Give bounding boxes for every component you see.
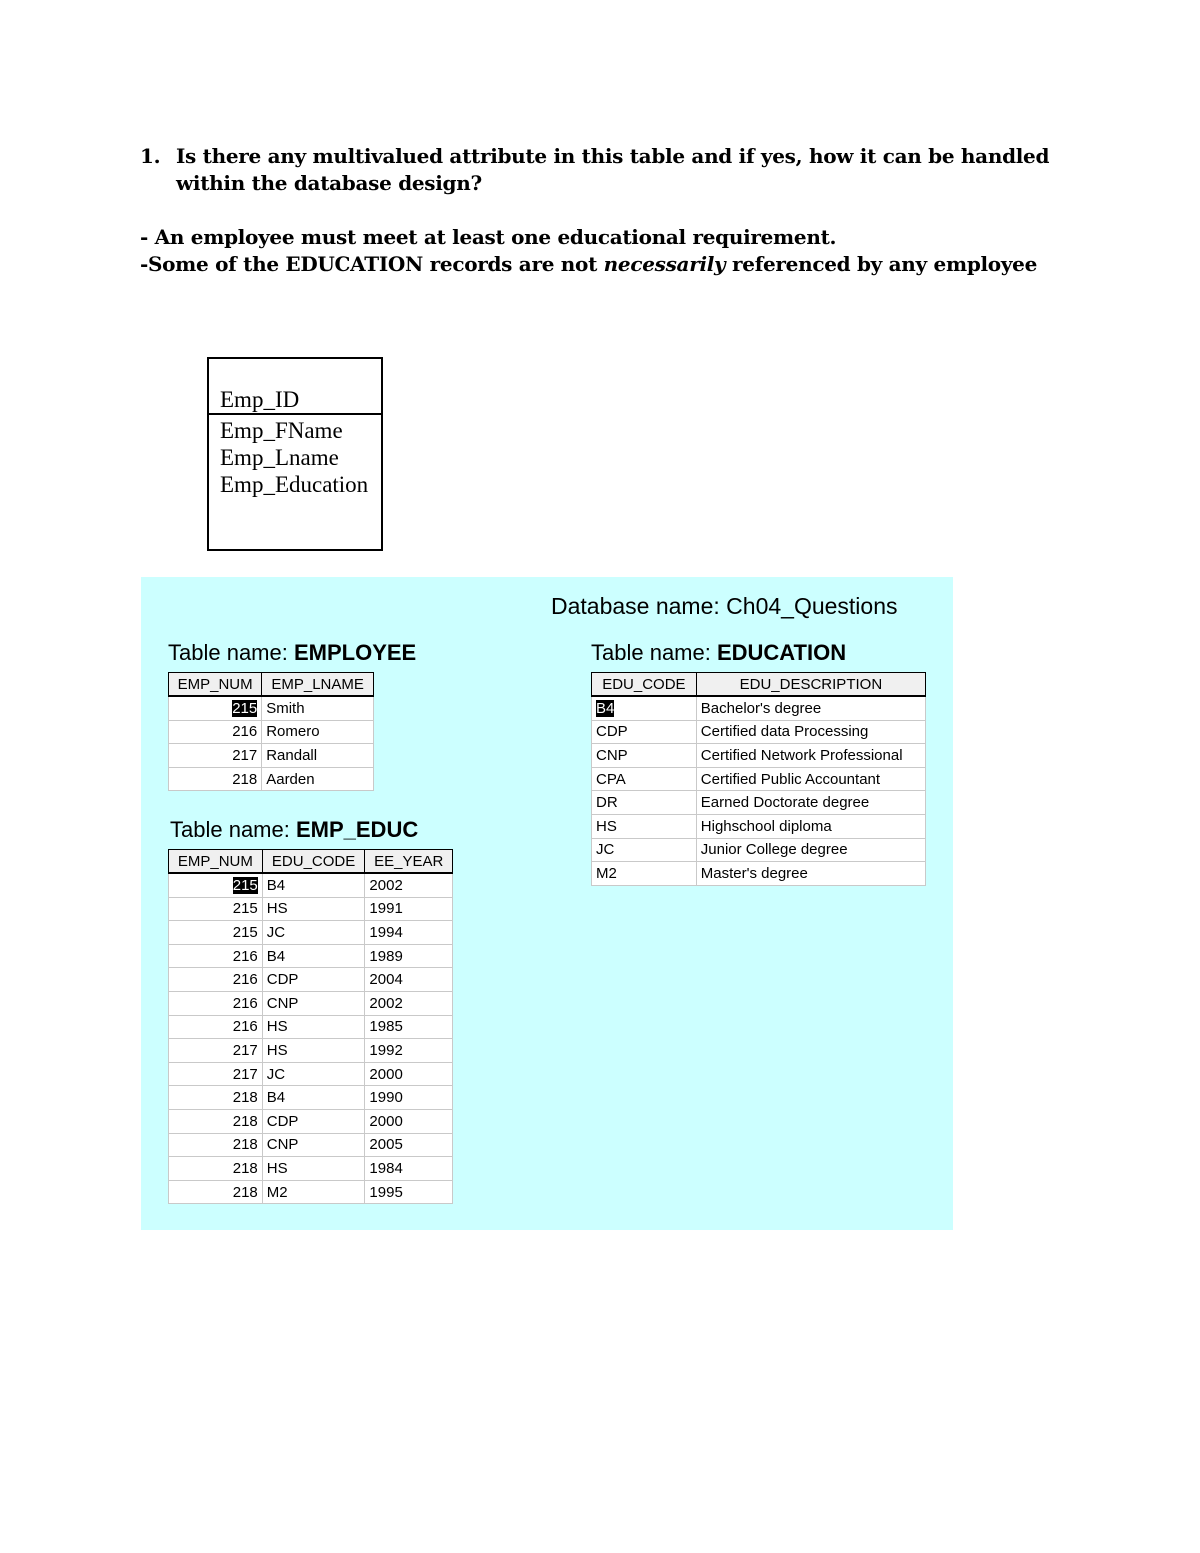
table-cell[interactable] <box>262 921 365 945</box>
table-row[interactable] <box>169 696 374 720</box>
table-cell[interactable] <box>365 921 453 945</box>
column-header[interactable]: EMP_NUM <box>169 850 263 874</box>
table-cell[interactable] <box>262 1133 365 1157</box>
table-cell[interactable] <box>262 1039 365 1063</box>
table-row[interactable] <box>169 1133 453 1157</box>
table-cell[interactable] <box>365 1109 453 1133</box>
cell-value: CDP <box>596 723 628 741</box>
employee-entity-box <box>207 357 383 551</box>
table-cell[interactable] <box>169 720 262 744</box>
table-cell[interactable] <box>169 897 263 921</box>
cell-value: 1995 <box>369 1183 403 1201</box>
cell-value: 218 <box>232 1136 258 1154</box>
employee-table-title <box>168 639 416 667</box>
cell-value: 1992 <box>369 1041 403 1059</box>
cell-value: CNP <box>266 994 299 1012</box>
note-2-emphasis: necessarily <box>603 252 726 276</box>
cell-value: HS <box>266 1018 288 1036</box>
table-cell[interactable] <box>262 1015 365 1039</box>
cell-value: 1990 <box>369 1089 403 1107</box>
requirement-note-1: - An employee must meet at least one educational requirement. <box>140 225 837 249</box>
question-number: 1. <box>140 144 161 168</box>
cell-value: Bachelor's degree <box>700 699 822 717</box>
table-cell[interactable] <box>169 991 263 1015</box>
requirement-note-2 <box>140 251 1037 278</box>
emp-educ-table-title <box>170 816 418 844</box>
table-cell[interactable] <box>262 897 365 921</box>
emp-educ-title-name: EMP_EDUC <box>295 817 419 842</box>
cell-value: 215 <box>232 900 258 918</box>
table-cell[interactable] <box>262 1086 365 1110</box>
cell-value: Randall <box>266 746 318 764</box>
table-row[interactable] <box>592 696 926 720</box>
cell-value: JC <box>266 1065 286 1083</box>
cell-value: 2000 <box>369 1065 403 1083</box>
cell-value: Certified data Processing <box>700 723 869 741</box>
cell-value: 1989 <box>369 947 403 965</box>
table-cell[interactable] <box>262 744 374 768</box>
entity-primary-key: Emp_ID <box>220 387 300 412</box>
table-row[interactable] <box>592 814 926 838</box>
table-cell[interactable] <box>169 944 263 968</box>
emp-educ-title-prefix: Table name: <box>170 817 296 842</box>
cell-value: CNP <box>596 746 628 764</box>
table-cell[interactable] <box>592 814 697 838</box>
cell-value: 1985 <box>369 1018 403 1036</box>
table-cell[interactable] <box>262 1157 365 1181</box>
column-header[interactable]: EDU_CODE <box>592 673 697 697</box>
cell-value: 215 <box>232 699 258 717</box>
table-cell[interactable] <box>696 720 925 744</box>
table-row[interactable] <box>169 1086 453 1110</box>
cell-value: 218 <box>232 1183 258 1201</box>
table-row[interactable] <box>169 1180 453 1204</box>
table-row[interactable] <box>169 873 453 897</box>
table-cell[interactable] <box>262 968 365 992</box>
cell-value: B4 <box>596 699 615 717</box>
table-cell[interactable] <box>169 1086 263 1110</box>
table-row[interactable] <box>169 720 374 744</box>
cell-value: Romero <box>266 723 320 741</box>
table-header-row <box>592 673 926 697</box>
table-cell[interactable] <box>365 1062 453 1086</box>
entity-attribute-list <box>220 417 370 498</box>
note-2-start: -Some of the EDUCATION records are not <box>140 252 604 276</box>
table-cell[interactable] <box>365 991 453 1015</box>
cell-value: M2 <box>266 1183 288 1201</box>
cell-value: 2002 <box>369 876 403 894</box>
cell-value: B4 <box>266 1089 286 1107</box>
cell-value: 2000 <box>369 1112 403 1130</box>
table-cell[interactable] <box>592 767 697 791</box>
table-cell[interactable] <box>262 944 365 968</box>
cell-value: 217 <box>232 1041 258 1059</box>
cell-value: 218 <box>232 770 258 788</box>
employee-table <box>168 672 374 791</box>
cell-value: 217 <box>232 746 258 764</box>
cell-value: 1991 <box>369 900 403 918</box>
entity-primary-key-section <box>209 359 381 415</box>
cell-value: Junior College degree <box>700 841 848 859</box>
column-header[interactable]: EDU_DESCRIPTION <box>696 673 925 697</box>
cell-value: 218 <box>232 1089 258 1107</box>
table-cell[interactable] <box>592 791 697 815</box>
cell-value: B4 <box>266 876 286 894</box>
cell-value: Earned Doctorate degree <box>700 794 870 812</box>
table-row[interactable] <box>169 1015 453 1039</box>
table-cell[interactable] <box>262 1109 365 1133</box>
cell-value: M2 <box>596 864 617 882</box>
table-row[interactable] <box>169 991 453 1015</box>
table-cell[interactable] <box>365 873 453 897</box>
cell-value: 218 <box>232 1159 258 1177</box>
cell-value: 215 <box>232 876 258 894</box>
table-cell[interactable] <box>592 720 697 744</box>
table-row[interactable] <box>592 838 926 862</box>
education-title-name: EDUCATION <box>716 640 847 665</box>
table-row[interactable] <box>169 1109 453 1133</box>
cell-value: Master's degree <box>700 864 808 882</box>
table-cell[interactable] <box>365 1133 453 1157</box>
cell-value: CDP <box>266 1112 299 1130</box>
table-cell[interactable] <box>365 1015 453 1039</box>
table-cell[interactable] <box>169 1015 263 1039</box>
cell-value: 2004 <box>369 971 403 989</box>
cell-value: 217 <box>232 1065 258 1083</box>
table-cell[interactable] <box>169 873 263 897</box>
table-cell[interactable] <box>169 1157 263 1181</box>
table-cell[interactable] <box>169 1133 263 1157</box>
cell-value: 1994 <box>369 923 403 941</box>
table-cell[interactable] <box>262 873 365 897</box>
cell-value: 215 <box>232 923 258 941</box>
database-panel <box>141 577 953 1230</box>
column-header[interactable]: EDU_CODE <box>262 850 365 874</box>
cell-value: 216 <box>232 947 258 965</box>
table-cell[interactable] <box>169 1180 263 1204</box>
table-row[interactable] <box>169 1039 453 1063</box>
table-cell[interactable] <box>169 1109 263 1133</box>
table-cell[interactable] <box>169 968 263 992</box>
cell-value: HS <box>596 817 617 835</box>
cell-value: HS <box>266 1159 288 1177</box>
cell-value: HS <box>266 900 288 918</box>
table-cell[interactable] <box>592 744 697 768</box>
cell-value: 1984 <box>369 1159 403 1177</box>
table-cell[interactable] <box>365 1180 453 1204</box>
table-cell[interactable] <box>262 1180 365 1204</box>
cell-value: B4 <box>266 947 286 965</box>
table-row[interactable] <box>169 897 453 921</box>
table-cell[interactable] <box>696 814 925 838</box>
employee-title-prefix: Table name: <box>168 640 294 665</box>
table-cell[interactable] <box>696 862 925 886</box>
table-cell[interactable] <box>696 696 925 720</box>
table-row[interactable] <box>592 744 926 768</box>
table-row[interactable] <box>169 944 453 968</box>
table-cell[interactable] <box>365 1086 453 1110</box>
cell-value: 216 <box>232 994 258 1012</box>
table-cell[interactable] <box>169 1039 263 1063</box>
table-cell[interactable] <box>592 838 697 862</box>
table-row[interactable] <box>169 1062 453 1086</box>
table-cell[interactable] <box>365 1157 453 1181</box>
cell-value: CDP <box>266 971 299 989</box>
table-header-row <box>169 673 374 697</box>
column-header[interactable]: EMP_NUM <box>169 673 262 697</box>
emp-educ-table <box>168 849 453 1204</box>
table-cell[interactable] <box>365 944 453 968</box>
table-row[interactable] <box>592 767 926 791</box>
table-row[interactable] <box>169 921 453 945</box>
cell-value: CPA <box>596 770 626 788</box>
employee-title-name: EMPLOYEE <box>293 640 417 665</box>
cell-value: Smith <box>266 699 305 717</box>
table-row[interactable] <box>169 744 374 768</box>
table-cell[interactable] <box>169 1062 263 1086</box>
question-text: Is there any multivalued attribute in this table and if yes, how it can be handled within the database design? <box>176 144 1050 195</box>
table-cell[interactable] <box>365 897 453 921</box>
table-cell[interactable] <box>169 696 262 720</box>
table-cell[interactable] <box>262 720 374 744</box>
entity-attribute: Emp_Education <box>220 472 369 497</box>
cell-value: CNP <box>266 1136 299 1154</box>
table-cell[interactable] <box>696 744 925 768</box>
education-title-prefix: Table name: <box>591 640 717 665</box>
column-header[interactable]: EE_YEAR <box>365 850 453 874</box>
cell-value: JC <box>596 841 615 859</box>
cell-value: 2002 <box>369 994 403 1012</box>
cell-value: Aarden <box>266 770 315 788</box>
table-row[interactable] <box>169 1157 453 1181</box>
table-row[interactable] <box>592 791 926 815</box>
education-table-title <box>591 639 846 667</box>
cell-value: 2005 <box>369 1136 403 1154</box>
table-cell[interactable] <box>696 838 925 862</box>
table-cell[interactable] <box>262 696 374 720</box>
cell-value: 216 <box>232 723 258 741</box>
table-row[interactable] <box>592 720 926 744</box>
table-cell[interactable] <box>696 791 925 815</box>
table-cell[interactable] <box>592 862 697 886</box>
table-row[interactable] <box>169 968 453 992</box>
table-cell[interactable] <box>365 1039 453 1063</box>
note-2-end: referenced by any employee <box>725 252 1038 276</box>
table-row[interactable] <box>169 767 374 791</box>
entity-attribute: Emp_Lname <box>220 445 339 470</box>
cell-value: 218 <box>232 1112 258 1130</box>
cell-value: DR <box>596 794 618 812</box>
table-cell[interactable] <box>169 767 262 791</box>
table-cell[interactable] <box>262 767 374 791</box>
table-cell[interactable] <box>262 991 365 1015</box>
table-cell[interactable] <box>696 767 925 791</box>
table-header-row <box>169 850 453 874</box>
cell-value: 216 <box>232 1018 258 1036</box>
table-cell[interactable] <box>169 744 262 768</box>
table-row[interactable] <box>592 862 926 886</box>
table-cell[interactable] <box>592 696 697 720</box>
cell-value: Certified Public Accountant <box>700 770 881 788</box>
education-table <box>591 672 926 886</box>
cell-value: Certified Network Professional <box>700 746 903 764</box>
database-name: Database name: Ch04_Questions <box>551 593 898 619</box>
column-header[interactable]: EMP_LNAME <box>262 673 374 697</box>
table-cell[interactable] <box>365 968 453 992</box>
table-cell[interactable] <box>169 921 263 945</box>
cell-value: HS <box>266 1041 288 1059</box>
cell-value: JC <box>266 923 286 941</box>
entity-attribute: Emp_FName <box>220 418 343 443</box>
table-cell[interactable] <box>262 1062 365 1086</box>
cell-value: Highschool diploma <box>700 817 832 835</box>
cell-value: 216 <box>232 971 258 989</box>
